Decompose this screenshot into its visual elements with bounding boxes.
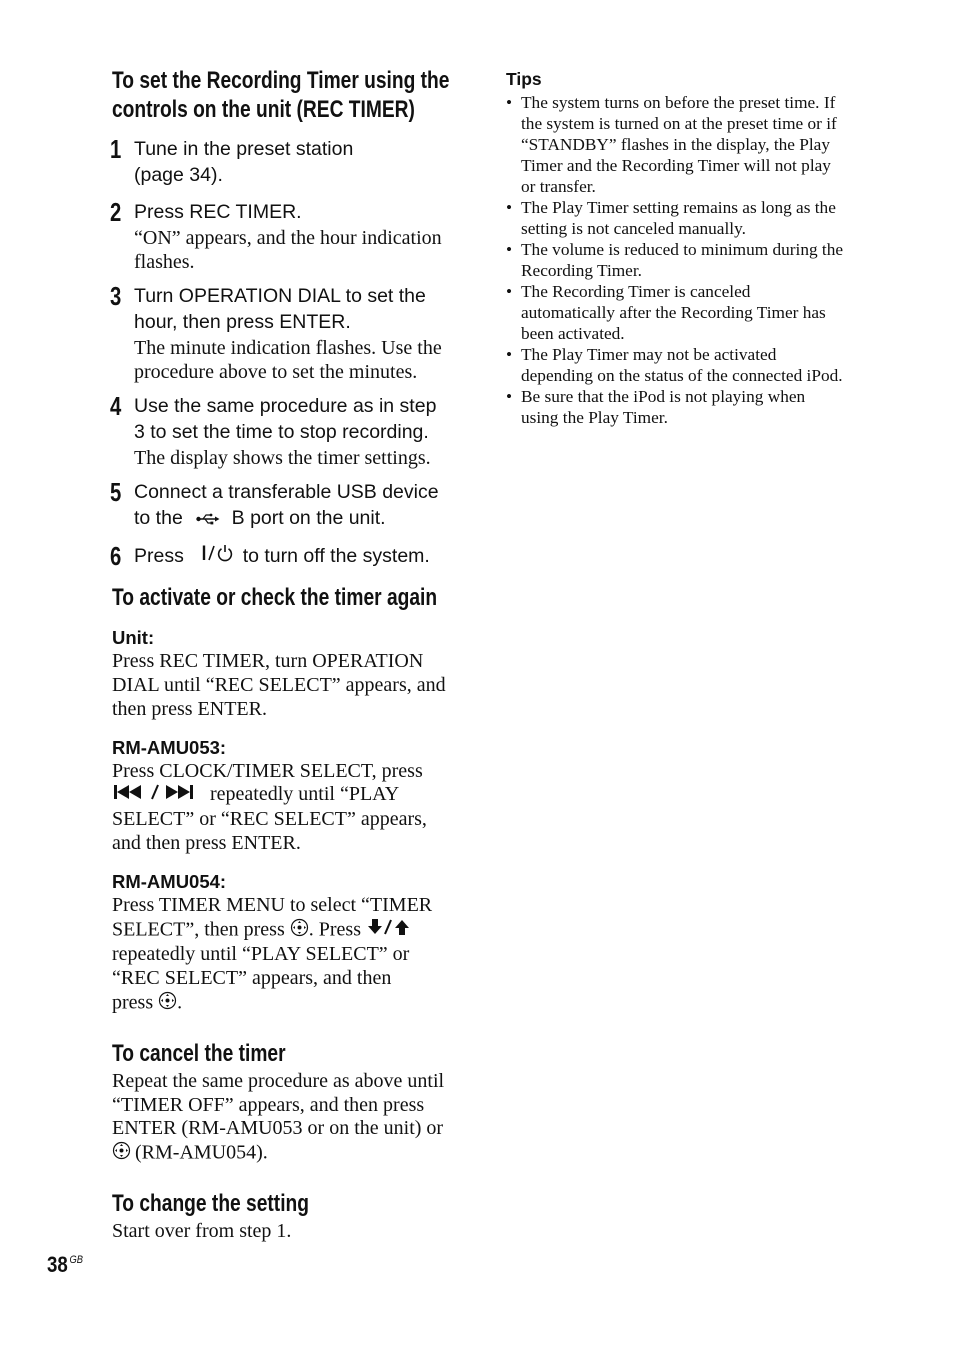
- unit-text-line: then press ENTER.: [112, 697, 267, 720]
- enter-circle-icon: [158, 991, 177, 1017]
- unit-text: [112, 650, 472, 721]
- tip-line: using the Play Timer.: [521, 408, 668, 427]
- step-3-note-line1: The minute indication flashes. Use the: [134, 337, 442, 359]
- prev-next-icon: [112, 783, 204, 808]
- tip-line: The Play Timer setting remains as long as the: [521, 198, 836, 217]
- amu053-text: [112, 760, 472, 856]
- tip-line: depending on the status of the connected iPod.: [521, 366, 843, 385]
- down-up-arrow-icon: [366, 918, 414, 943]
- enter-circle-icon: [290, 918, 309, 944]
- tips-heading: Tips: [506, 69, 542, 89]
- tip-line: Be sure that the iPod is not playing when: [521, 387, 806, 406]
- step-1-line2: (page 34).: [134, 164, 223, 186]
- power-standby-icon: [199, 543, 235, 570]
- step-number: 4: [110, 391, 122, 421]
- tip-item: • The Recording Timer is canceled automatically after the Recording Timer has been activated.: [506, 281, 866, 344]
- usb-icon: [196, 506, 220, 532]
- step-2-line1: Press REC TIMER.: [134, 201, 302, 223]
- tip-line: the system is turned on at the preset time or if: [521, 114, 837, 133]
- enter-circle-icon: [112, 1141, 131, 1167]
- amu054-line: repeatedly until “PLAY SELECT” or: [112, 943, 410, 966]
- step-3: [112, 283, 472, 384]
- step-2-note-line2: flashes.: [134, 251, 195, 273]
- amu054-label: RM-AMU054:: [112, 870, 227, 892]
- tip-line: Timer and the Recording Timer will not play: [521, 156, 831, 175]
- step-3-note-line2: procedure above to set the minutes.: [134, 361, 418, 383]
- step-4-note: The display shows the timer settings.: [134, 447, 431, 469]
- unit-text-line: Press REC TIMER, turn OPERATION: [112, 650, 424, 673]
- page-number: [47, 1252, 83, 1278]
- cancel-line: ENTER (RM-AMU053 or on the unit) or: [112, 1117, 444, 1140]
- amu054-line5-end: .: [177, 991, 183, 1014]
- step-6: [110, 540, 472, 571]
- cancel-line4-text: (RM-AMU054).: [135, 1141, 268, 1164]
- cancel-line: Repeat the same procedure as above until: [112, 1069, 445, 1092]
- step-6-line-start: Press: [134, 544, 184, 567]
- step-number: 6: [110, 540, 122, 571]
- step-2-note-line1: “ON” appears, and the hour indication: [134, 227, 442, 249]
- tip-line: The volume is reduced to minimum during the: [521, 240, 844, 259]
- cancel-line: “TIMER OFF” appears, and then press: [112, 1093, 425, 1116]
- activate-heading: To activate or check the timer again: [112, 584, 438, 612]
- tip-line: The system turns on before the preset time. If: [521, 93, 836, 112]
- step-5-line2-start: to the: [134, 507, 183, 529]
- cancel-line: [112, 1141, 472, 1167]
- amu054-text: [112, 894, 472, 1017]
- amu053-line: SELECT” or “REC SELECT” appears,: [112, 808, 427, 831]
- section-title-line2: controls on the unit (REC TIMER): [112, 96, 415, 123]
- change-heading: To change the setting: [112, 1189, 309, 1217]
- step-2-note: [134, 226, 472, 274]
- unit-text-line: DIAL until “REC SELECT” appears, and: [112, 673, 446, 696]
- step-1-text: [134, 136, 472, 188]
- amu054-line: [112, 991, 472, 1017]
- step-6-text: [134, 543, 472, 570]
- tips-list: [506, 92, 866, 428]
- step-4-line2: 3 to set the time to stop recording.: [134, 421, 429, 443]
- cancel-text: [112, 1070, 472, 1167]
- tip-item: • The volume is reduced to minimum during the Recording Timer.: [506, 239, 866, 281]
- left-column: [112, 66, 472, 1244]
- cancel-heading: To cancel the timer: [112, 1039, 286, 1067]
- step-3-line1: Turn OPERATION DIAL to set the: [134, 285, 426, 307]
- tip-line: “STANDBY” flashes in the display, the Play: [521, 135, 830, 154]
- step-3-note: [134, 336, 472, 384]
- step-number: 5: [110, 477, 122, 507]
- amu054-line: Press TIMER MENU to select “TIMER: [112, 893, 433, 916]
- step-3-line2: hour, then press ENTER.: [134, 311, 351, 333]
- step-number: 2: [110, 197, 122, 227]
- tip-line: automatically after the Recording Timer has: [521, 303, 826, 322]
- step-3-text: [134, 283, 472, 335]
- step-5-line1: Connect a transferable USB device: [134, 481, 439, 503]
- tip-line: The Recording Timer is canceled: [521, 282, 751, 301]
- tip-line: The Play Timer may not be activated: [521, 345, 777, 364]
- amu053-line2-text: repeatedly until “PLAY: [210, 783, 400, 806]
- step-1-line1: Tune in the preset station: [134, 138, 354, 160]
- step-5-line2-end: B port on the unit.: [231, 507, 386, 529]
- page-number-value: 38: [47, 1252, 68, 1277]
- amu053-label: RM-AMU053:: [112, 736, 227, 758]
- section-title-line1: To set the Recording Timer using the: [112, 67, 450, 94]
- tip-item: • Be sure that the iPod is not playing when using the Play Timer.: [506, 386, 866, 428]
- tip-item: • The Play Timer may not be activated depending on the status of the connected iPod.: [506, 344, 866, 386]
- amu054-line: “REC SELECT” appears, and then: [112, 967, 392, 990]
- step-number: 3: [110, 281, 122, 311]
- tip-item: • The Play Timer setting remains as long as the setting is not canceled manually.: [506, 197, 866, 239]
- step-4-line1: Use the same procedure as in step: [134, 395, 437, 417]
- step-5-text: [134, 479, 472, 532]
- tip-line: been activated.: [521, 324, 625, 343]
- amu053-line: and then press ENTER.: [112, 831, 301, 854]
- amu053-line: [112, 783, 472, 808]
- step-4: [112, 393, 472, 470]
- step-6-line-end: to turn off the system.: [242, 544, 430, 567]
- page-region-suffix: GB: [69, 1254, 84, 1266]
- amu053-line: Press CLOCK/TIMER SELECT, press: [112, 759, 423, 782]
- amu054-line: [112, 918, 472, 944]
- step-1: [112, 136, 472, 188]
- unit-label: Unit:: [112, 627, 155, 649]
- step-5-line2: [134, 505, 472, 532]
- tip-line: setting is not canceled manually.: [521, 219, 746, 238]
- step-2: [112, 199, 472, 274]
- right-column: [506, 68, 866, 428]
- section-title: [112, 66, 450, 124]
- tip-line: or transfer.: [521, 177, 596, 196]
- tip-line: Recording Timer.: [521, 261, 642, 280]
- amu054-line2-start: SELECT”, then press: [112, 918, 285, 941]
- tip-item: • The system turns on before the preset time. If the system is turned on at the preset time or if “STANDBY” flashes in the display, the Play Timer and the Recording Timer will not play or transfer.: [506, 92, 866, 197]
- step-5: [112, 479, 472, 532]
- amu054-line5-start: press: [112, 991, 154, 1014]
- amu054-line2-mid: . Press: [308, 918, 361, 941]
- step-number: 1: [110, 134, 122, 164]
- step-4-text: [134, 393, 472, 445]
- change-text: Start over from step 1.: [112, 1219, 292, 1242]
